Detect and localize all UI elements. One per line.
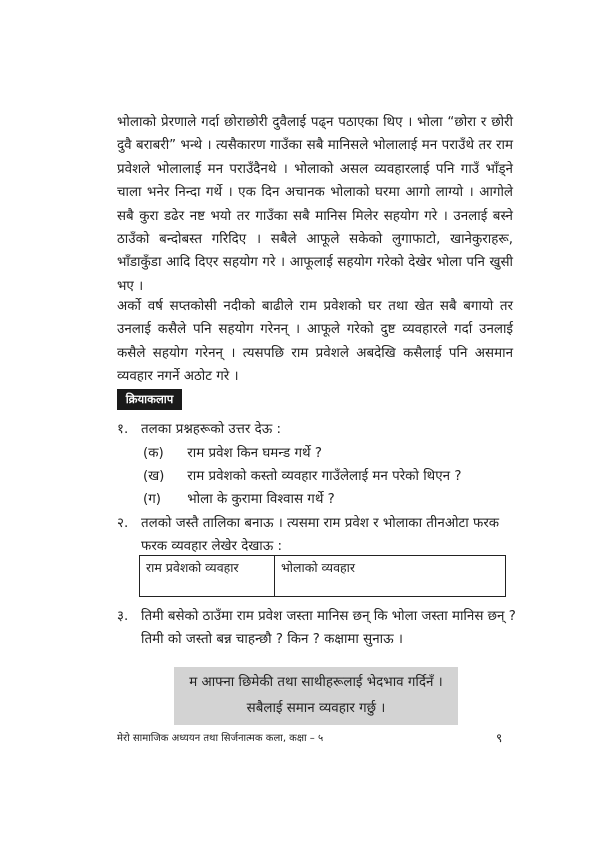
- question-1: [117, 418, 517, 441]
- question-number: २.: [117, 516, 129, 531]
- question-number: ३.: [117, 609, 129, 624]
- paragraph-story-continued: अर्को वर्ष सप्तकोसी नदीको बाढीले राम प्रवेशको घर तथा खेत सबै बगायो तर उनलाई कसैले पनि सहयोग गरेनन् । आफूले गरेको दुष्ट व्यवहारले गर्दा उनलाई कसैले सहयोग गरेनन् । त्यसपछि राम प्रवेशले अबदेखि कसैलाई पनि असमान व्यवहार नगर्ने अठोट गरे ।: [117, 299, 513, 385]
- sub-question-ga: [143, 488, 335, 511]
- sub-question-kha: [143, 465, 461, 488]
- page-number: ९: [496, 731, 503, 745]
- pledge-line-1: म आफ्ना छिमेकी तथा साथीहरूलाई भेदभाव गर्दिनँ ।: [189, 675, 443, 690]
- question-2: [117, 512, 517, 555]
- question-number: १.: [117, 422, 129, 437]
- pledge-line-2: सबैलाई समान व्यवहार गर्छु ।: [246, 701, 386, 716]
- question-text: तलका प्रश्नहरूको उत्तर देऊ :: [141, 422, 282, 437]
- activity-heading: क्रियाकलाप: [117, 389, 182, 410]
- sub-question-text: राम प्रवेश किन घमन्ड गर्थे ?: [187, 446, 322, 461]
- question-3: [117, 605, 517, 648]
- question-text: तलको जस्तै तालिका बनाऊ । त्यसमा राम प्रवेश र भोलाका तीनओटा फरक फरक व्यवहार लेखेर देखाऊ :: [141, 516, 500, 555]
- sub-question-label: (ग): [143, 492, 161, 507]
- sub-question-ka: [143, 442, 322, 465]
- paragraph-story: भोलाको प्रेरणाले गर्दा छोराछोरी दुवैलाई पढ्न पठाएका थिए । भोला “छोरा र छोरी दुवै बराबरी” भन्थे । त्यसैकारण गाउँका सबै मानिसले भोलालाई मन पराउँथे तर राम प्रवेशले भोलालाई मन पराउँदैनथे । भोलाको असल व्यवहारलाई पनि गाउँ भाँड्ने चाला भनेर निन्दा गर्थे । एक दिन अचानक भोलाको घरमा आगो लाग्यो । आगोले सबै कुरा डढेर नष्ट भयो तर गाउँका सबै मानिस मिलेर सहयोग गरे । उनलाई बस्ने ठाउँको बन्दोबस्त गरिदिए । सबैले आफूले सकेको लुगाफाटो, खानेकुराहरू, भाँडाकुँडा आदि दिएर सहयोग गरे । आफूलाई सहयोग गरेको देखेर भोला पनि खुसी भए ।: [117, 115, 513, 294]
- sub-question-label: (क): [143, 446, 164, 461]
- sub-question-text: भोला के कुरामा विश्वास गर्थे ?: [187, 492, 335, 507]
- table-header-ram-prabesh: राम प्रवेशको व्यवहार: [140, 556, 275, 597]
- question-text: तिमी बसेको ठाउँमा राम प्रवेश जस्ता मानिस छन् कि भोला जस्ता मानिस छन् ? तिमी को जस्तो बन्न चाहन्छौ ? किन ? कक्षामा सुनाऊ ।: [141, 609, 516, 648]
- behavior-table: [139, 555, 506, 597]
- footer-book-title: मेरो सामाजिक अध्ययन तथा सिर्जनात्मक कला, कक्षा – ५: [117, 733, 324, 744]
- sub-question-label: (ख): [143, 469, 165, 484]
- pledge-box: [174, 667, 458, 725]
- table-header-bhola: भोलाको व्यवहार: [281, 560, 356, 575]
- sub-question-text: राम प्रवेशको कस्तो व्यवहार गाउँलेलाई मन परेको थिएन ?: [187, 469, 462, 484]
